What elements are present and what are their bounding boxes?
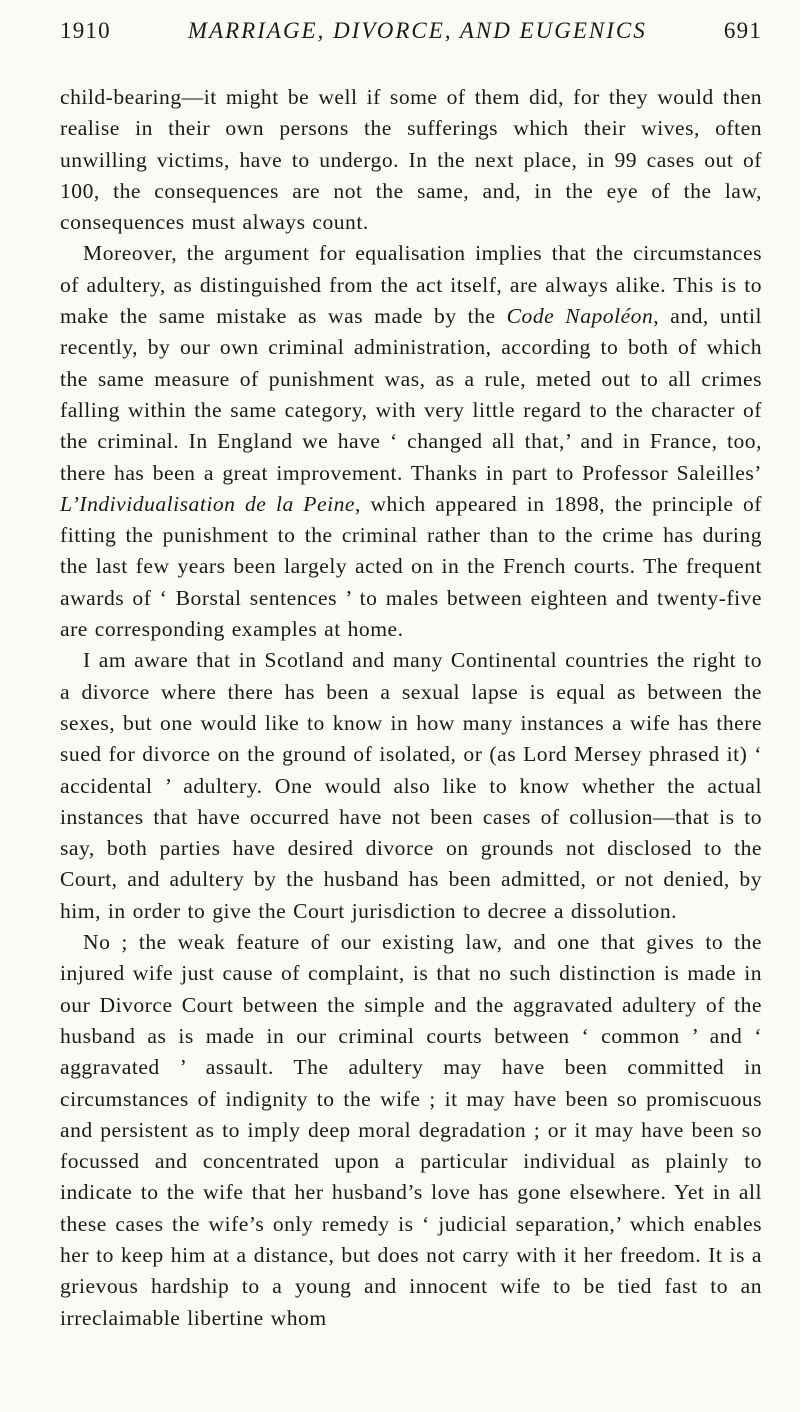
paragraph-text: , which appeared in 1898, the principle of fitting the punishment to the criminal rather than to the crime has during the last few years been largely acted on in the French courts. The frequent awards of ‘ Borstal sentences ’ to males between eighteen and twenty-five are corresponding examples at home. bbox=[60, 491, 762, 642]
paragraph bbox=[60, 238, 762, 645]
header-year: 1910 bbox=[60, 18, 111, 43]
paragraph-text: No ; the weak feature of our existing law, and one that gives to the injured wife just cause of complaint, is that no such distinction is made in our Divorce Court between the simple and the aggravated adultery of the husband as is made in our criminal courts between ‘ common ’ and ‘ aggravated ’ assault. The adultery may have been committed in circumstances of indignity to the wife ; it may have been so promiscuous and persistent as to imply deep moral degradation ; or it may have been so focussed and concentrated upon a particular individual as plainly to indicate to the wife that her husband’s love has gone elsewhere. Yet in all these cases the wife’s only remedy is ‘ judicial separation,’ which enables her to keep him at a distance, but does not carry with it her freedom. It is a grievous hardship to a young and innocent wife to be tied fast to an irreclaimable libertine whom bbox=[60, 930, 762, 1330]
running-header bbox=[60, 18, 762, 44]
paragraph-text: , and, until recently, by our own criminal administration, according to both of which the same measure of punishment was, as a rule, meted out to all crimes falling within the same category, with very little regard to the character of the criminal. In England we have ‘ changed all that,’ and in France, too, there has been a great improvement. Thanks in part to Professor Saleilles’ bbox=[60, 304, 762, 485]
body-text bbox=[60, 82, 762, 1334]
italic-title: L’Individualisation de la Peine bbox=[60, 491, 355, 516]
paragraph-text: Moreover, the argument for equalisation implies that the circumstances of adultery, as distinguished from the act itself, are always alike. This is to make the same mistake as was made by the bbox=[60, 241, 762, 329]
italic-title: Code Napoléon bbox=[506, 304, 654, 329]
paragraph bbox=[60, 645, 762, 927]
header-title: MARRIAGE, DIVORCE, AND EUGENICS bbox=[187, 18, 647, 43]
page-number: 691 bbox=[723, 18, 762, 43]
paragraph bbox=[60, 927, 762, 1334]
paragraph bbox=[60, 82, 762, 238]
paragraph-text: I am aware that in Scotland and many Continental countries the right to a divorce where there has been a sexual lapse is equal as between the sexes, but one would like to know in how many instances a wife has there sued for divorce on the ground of isolated, or (as Lord Mersey phrased it) ‘ accidental ’ adultery. One would also like to know whether the actual instances that have occurred have not been cases of collusion—that is to say, both parties have desired divorce on grounds not disclosed to the Court, and adultery by the husband has been admitted, or not denied, by him, in order to give the Court jurisdiction to decree a dissolution. bbox=[60, 648, 762, 923]
paragraph-text: child-bearing—it might be well if some of them did, for they would then realise in their own persons the sufferings which their wives, often unwilling victims, have to undergo. In the next place, in 99 cases out of 100, the consequences are not the same, and, in the eye of the law, consequences must always count. bbox=[60, 85, 762, 235]
